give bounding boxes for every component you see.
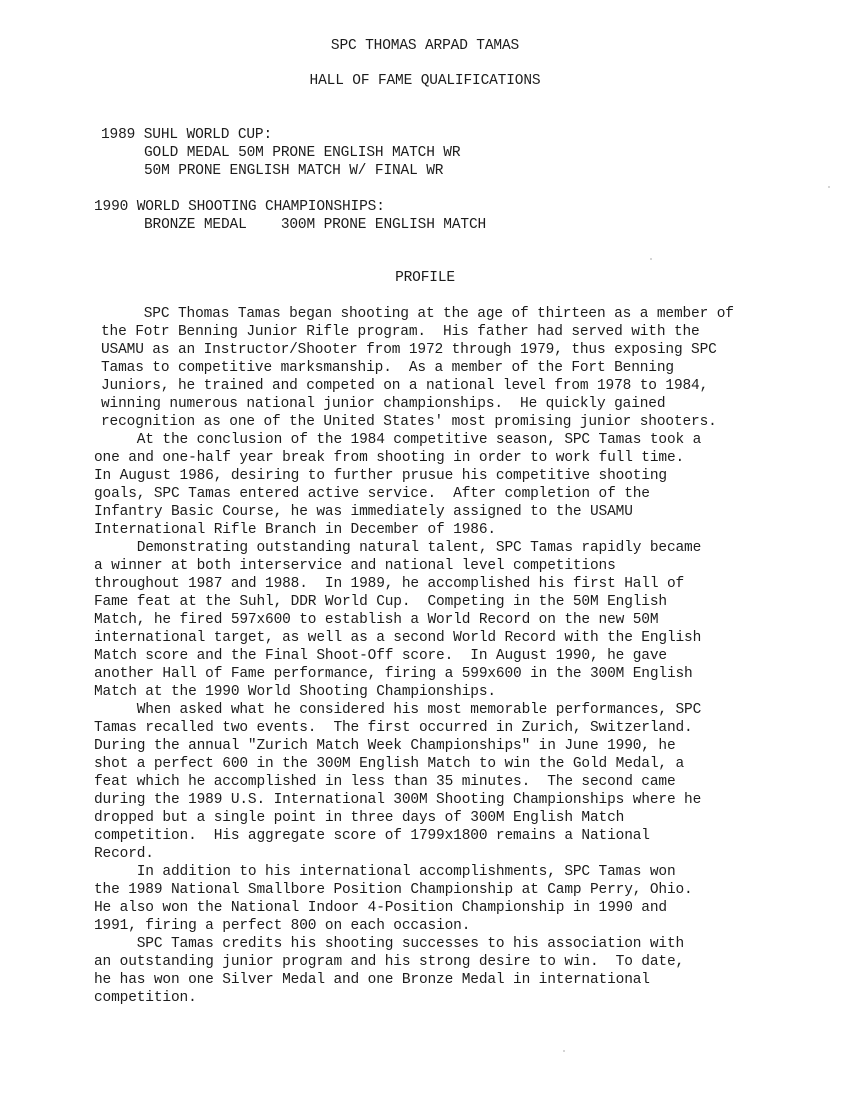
profile-line: SPC Thomas Tamas began shooting at the age of thirteen as a member of — [101, 306, 734, 322]
profile-line: a winner at both interservice and national level competitions — [94, 558, 616, 574]
profile-line: one and one-half year break from shooting in order to work full time. — [94, 450, 685, 466]
scan-speck — [828, 186, 830, 188]
profile-line: During the annual "Zurich Match Week Championships" in June 1990, he — [94, 738, 676, 754]
profile-line: USAMU as an Instructor/Shooter from 1972 through 1979, thus exposing SPC — [101, 342, 717, 358]
profile-line: winning numerous national junior championships. He quickly gained — [101, 396, 666, 412]
qualification-event: 1990 WORLD SHOOTING CHAMPIONSHIPS: — [94, 199, 385, 215]
profile-line: He also won the National Indoor 4-Position Championship in 1990 and — [94, 900, 667, 916]
profile-line: At the conclusion of the 1984 competitive season, SPC Tamas took a — [94, 432, 702, 448]
profile-line: Tamas recalled two events. The first occurred in Zurich, Switzerland. — [94, 720, 693, 736]
profile-line: Demonstrating outstanding natural talent, SPC Tamas rapidly became — [94, 540, 702, 556]
profile-line: feat which he accomplished in less than 35 minutes. The second came — [94, 774, 676, 790]
profile-heading: PROFILE — [395, 270, 455, 286]
profile-line: international target, as well as a second World Record with the English — [94, 630, 702, 646]
profile-line: Tamas to competitive marksmanship. As a member of the Fort Benning — [101, 360, 674, 376]
profile-line: In addition to his international accomplishments, SPC Tamas won — [94, 864, 676, 880]
profile-line: Record. — [94, 846, 154, 862]
profile-line: he has won one Silver Medal and one Bronze Medal in international — [94, 972, 650, 988]
profile-line: the 1989 National Smallbore Position Championship at Camp Perry, Ohio. — [94, 882, 693, 898]
qualification-detail: GOLD MEDAL 50M PRONE ENGLISH MATCH WR — [144, 145, 461, 161]
profile-line: during the 1989 U.S. International 300M Shooting Championships where he — [94, 792, 702, 808]
profile-line: Infantry Basic Course, he was immediately assigned to the USAMU — [94, 504, 633, 520]
profile-line: Match at the 1990 World Shooting Championships. — [94, 684, 496, 700]
scan-speck — [563, 1050, 565, 1052]
profile-line: Fame feat at the Suhl, DDR World Cup. Competing in the 50M English — [94, 594, 667, 610]
profile-line: throughout 1987 and 1988. In 1989, he accomplished his first Hall of — [94, 576, 685, 592]
document-heading: HALL OF FAME QUALIFICATIONS — [309, 73, 541, 89]
profile-line: Match, he fired 597x600 to establish a World Record on the new 50M — [94, 612, 659, 628]
qualification-event: 1989 SUHL WORLD CUP: — [101, 127, 273, 143]
profile-line: an outstanding junior program and his strong desire to win. To date, — [94, 954, 685, 970]
profile-line: competition. His aggregate score of 1799x1800 remains a National — [94, 828, 650, 844]
profile-line: When asked what he considered his most memorable performances, SPC — [94, 702, 702, 718]
profile-line: another Hall of Fame performance, firing a 599x600 in the 300M English — [94, 666, 693, 682]
profile-line: the Fotr Benning Junior Rifle program. His father had served with the — [101, 324, 700, 340]
document-name: SPC THOMAS ARPAD TAMAS — [330, 38, 520, 54]
profile-line: recognition as one of the United States' most promising junior shooters. — [101, 414, 717, 430]
profile-line: dropped but a single point in three days of 300M English Match — [94, 810, 625, 826]
qualification-detail: 50M PRONE ENGLISH MATCH W/ FINAL WR — [144, 163, 444, 179]
profile-line: Match score and the Final Shoot-Off score. In August 1990, he gave — [94, 648, 667, 664]
profile-line: 1991, firing a perfect 800 on each occasion. — [94, 918, 471, 934]
qualification-detail: BRONZE MEDAL 300M PRONE ENGLISH MATCH — [144, 217, 487, 233]
scan-speck — [650, 258, 652, 260]
profile-line: Juniors, he trained and competed on a national level from 1978 to 1984, — [101, 378, 709, 394]
profile-line: goals, SPC Tamas entered active service. After completion of the — [94, 486, 650, 502]
profile-line: shot a perfect 600 in the 300M English Match to win the Gold Medal, a — [94, 756, 685, 772]
profile-line: International Rifle Branch in December of 1986. — [94, 522, 496, 538]
profile-line: SPC Tamas credits his shooting successes to his association with — [94, 936, 685, 952]
profile-line: competition. — [94, 990, 197, 1006]
profile-line: In August 1986, desiring to further prusue his competitive shooting — [94, 468, 667, 484]
